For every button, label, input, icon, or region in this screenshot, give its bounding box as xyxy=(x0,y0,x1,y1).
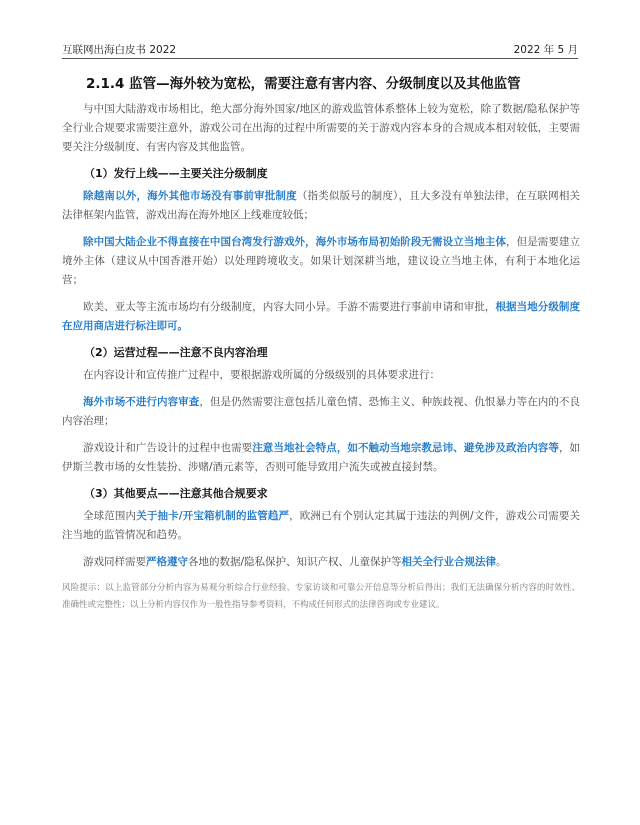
sub1-paragraph-1 xyxy=(62,187,580,225)
text: 欧美、亚太等主流市场均有分级制度，内容大同小异。手游不需要进行事前申请和审批， xyxy=(83,301,496,313)
header-date: 2022 年 5 月 xyxy=(513,44,578,56)
highlight: 根据当地分级制度在应用商店进行标注即可。 xyxy=(62,301,581,332)
sub2-paragraph-3 xyxy=(62,439,580,477)
text: 全球范围内 xyxy=(83,510,137,522)
document-body xyxy=(62,72,580,614)
sub3-paragraph-2 xyxy=(62,553,580,572)
highlight: 海外市场不进行内容审查 xyxy=(83,396,200,408)
text: ，欧洲已有个别认定其属于违法的判例/文件，游戏公司需要关注当地的监管情况和趋势。 xyxy=(62,510,580,541)
text: 。 xyxy=(496,556,507,568)
highlight: 除越南以外，海外其他市场没有事前审批制度 xyxy=(83,190,297,202)
text: 游戏设计和广告设计的过程中也需要 xyxy=(83,442,253,454)
risk-note: 风险提示：以上监管部分分析内容为易观分析综合行业经验、专家访谈和可靠公开信息等分析后得出；我们无法确保分析内容的时效性、准确性或完整性；以上分析内容仅作为一般性指导参考资料，不构成任何形式的法律咨询或专业建议。 xyxy=(62,583,580,610)
highlight: 相关全行业合规法律 xyxy=(401,556,497,568)
page-header xyxy=(62,40,578,59)
text: （指类似版号的制度），且大多没有单独法律，在互联网相关法律框架内监管，游戏出海在海外地区上线难度较低； xyxy=(62,190,581,221)
sub1-paragraph-2 xyxy=(62,233,580,290)
highlight: 除中国大陆企业不得直接在中国台湾发行游戏外，海外市场布局初始阶段无需设立当地主体 xyxy=(83,236,507,248)
sub2-paragraph-2 xyxy=(62,393,580,431)
text: 游戏同样需要 xyxy=(83,556,146,568)
highlight: 关于抽卡/开宝箱机制的监管趋严 xyxy=(136,510,290,522)
text: 各地的数据/隐私保护、知识产权、儿童保护等 xyxy=(188,556,402,568)
section-title: 2.1.4 监管—海外较为宽松，需要注意有害内容、分级制度以及其他监管 xyxy=(86,76,521,92)
intro-paragraph: 与中国大陆游戏市场相比，绝大部分海外国家/地区的游戏监管体系整体上较为宽松，除了数据/隐私保护等全行业合规要求需要注意外，游戏公司在出海的过程中所需要的关于游戏内容本身的合规成本相对较低，主要需要关注分级制度、有害内容及其他监管。 xyxy=(62,103,580,153)
text: ，但是需要建立境外主体（建议从中国香港开始）以处理跨境收支。如果计划深耕当地，建议设立当地主体，有利于本地化运营； xyxy=(62,236,581,286)
subsection-2-title: （2）运营过程——注意不良内容治理 xyxy=(84,346,268,359)
subsection-3-title: （3）其他要点——注意其他合规要求 xyxy=(84,487,268,500)
highlight: 注意当地社会特点，如不触动当地宗教忌讳、避免涉及政治内容等 xyxy=(252,442,559,454)
text: ，如伊斯兰教市场的女性装扮、涉赌/酒元素等，否则可能导致用户流失或被直接封禁。 xyxy=(62,442,581,473)
text: ，但是仍然需要注意包括儿童色情、恐怖主义、种族歧视、仇恨暴力等在内的不良内容治理； xyxy=(62,396,581,427)
sub1-paragraph-3 xyxy=(62,298,580,336)
sub2-paragraph-1: 在内容设计和宣传推广过程中，要根据游戏所属的分级级别的具体要求进行： xyxy=(83,369,440,381)
header-title: 互联网出海白皮书 2022 xyxy=(62,44,177,56)
subsection-1-title: （1）发行上线——主要关注分级制度 xyxy=(84,167,268,180)
highlight: 严格遵守 xyxy=(146,556,188,568)
sub3-paragraph-1 xyxy=(62,507,580,545)
